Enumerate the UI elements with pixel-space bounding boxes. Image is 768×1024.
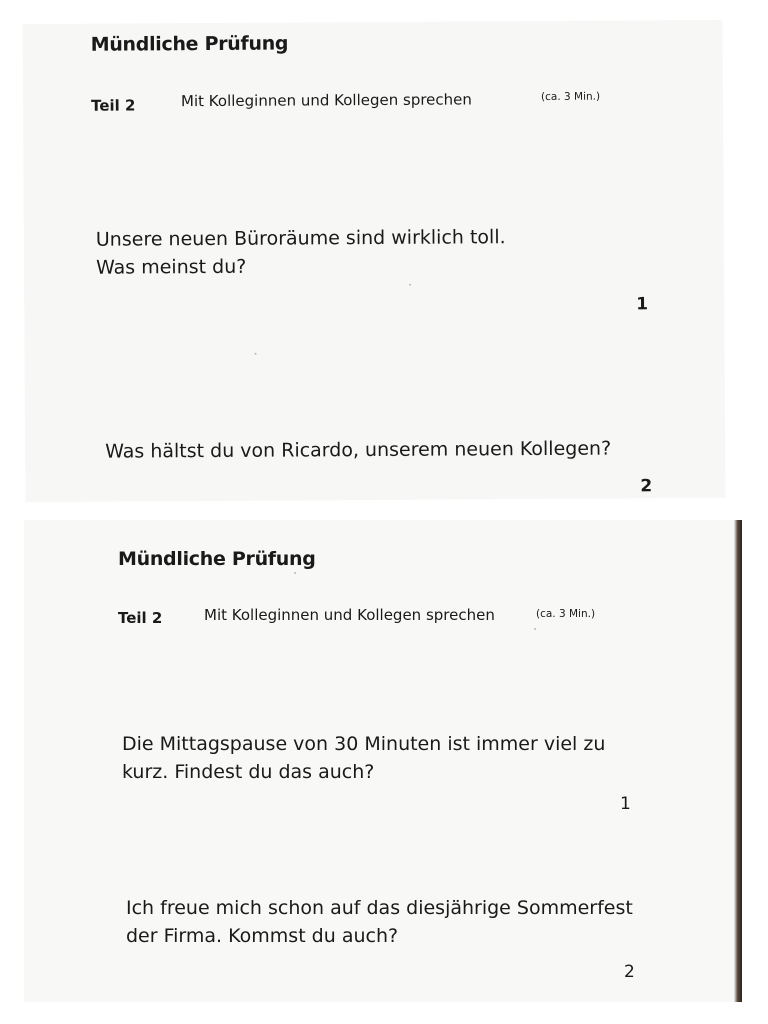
duration-note: (ca. 3 Min.) — [540, 90, 601, 103]
prompt-text-2: Was hältst du von Ricardo, unserem neuen Kollegen? — [105, 437, 612, 463]
part-topic: Mit Kolleginnen und Kollegen sprechen — [204, 606, 495, 624]
card-title: Mündliche Prüfung — [118, 548, 316, 570]
prompt-text-1: Die Mittagspause von 30 Minuten ist immer viel zu kurz. Findest du das auch? — [122, 733, 606, 783]
paper-speck — [534, 628, 536, 630]
prompt-text-1: Unsere neuen Büroräume sind wirklich toll. Was meinst du? — [95, 226, 506, 279]
part-label: Teil 2 — [90, 96, 136, 115]
paper-speck — [255, 353, 257, 355]
paper-speck — [409, 284, 411, 286]
prompt-number-1: 1 — [620, 794, 631, 814]
prompt-number-2: 2 — [624, 962, 635, 982]
card-title: Mündliche Prüfung — [90, 32, 289, 56]
table-edge-shadow — [734, 520, 742, 1002]
paper-speck — [294, 572, 296, 574]
prompt-text-2: Ich freue mich schon auf das diesjährige Sommerfest der Firma. Kommst du auch? — [126, 897, 633, 947]
exam-card-1 — [23, 20, 726, 502]
prompt-number-1: 1 — [636, 294, 649, 315]
part-label: Teil 2 — [118, 609, 163, 627]
duration-note: (ca. 3 Min.) — [536, 608, 596, 620]
exam-card-2 — [24, 520, 742, 1002]
part-topic: Mit Kolleginnen und Kollegen sprechen — [180, 90, 472, 111]
prompt-number-2: 2 — [640, 476, 653, 497]
